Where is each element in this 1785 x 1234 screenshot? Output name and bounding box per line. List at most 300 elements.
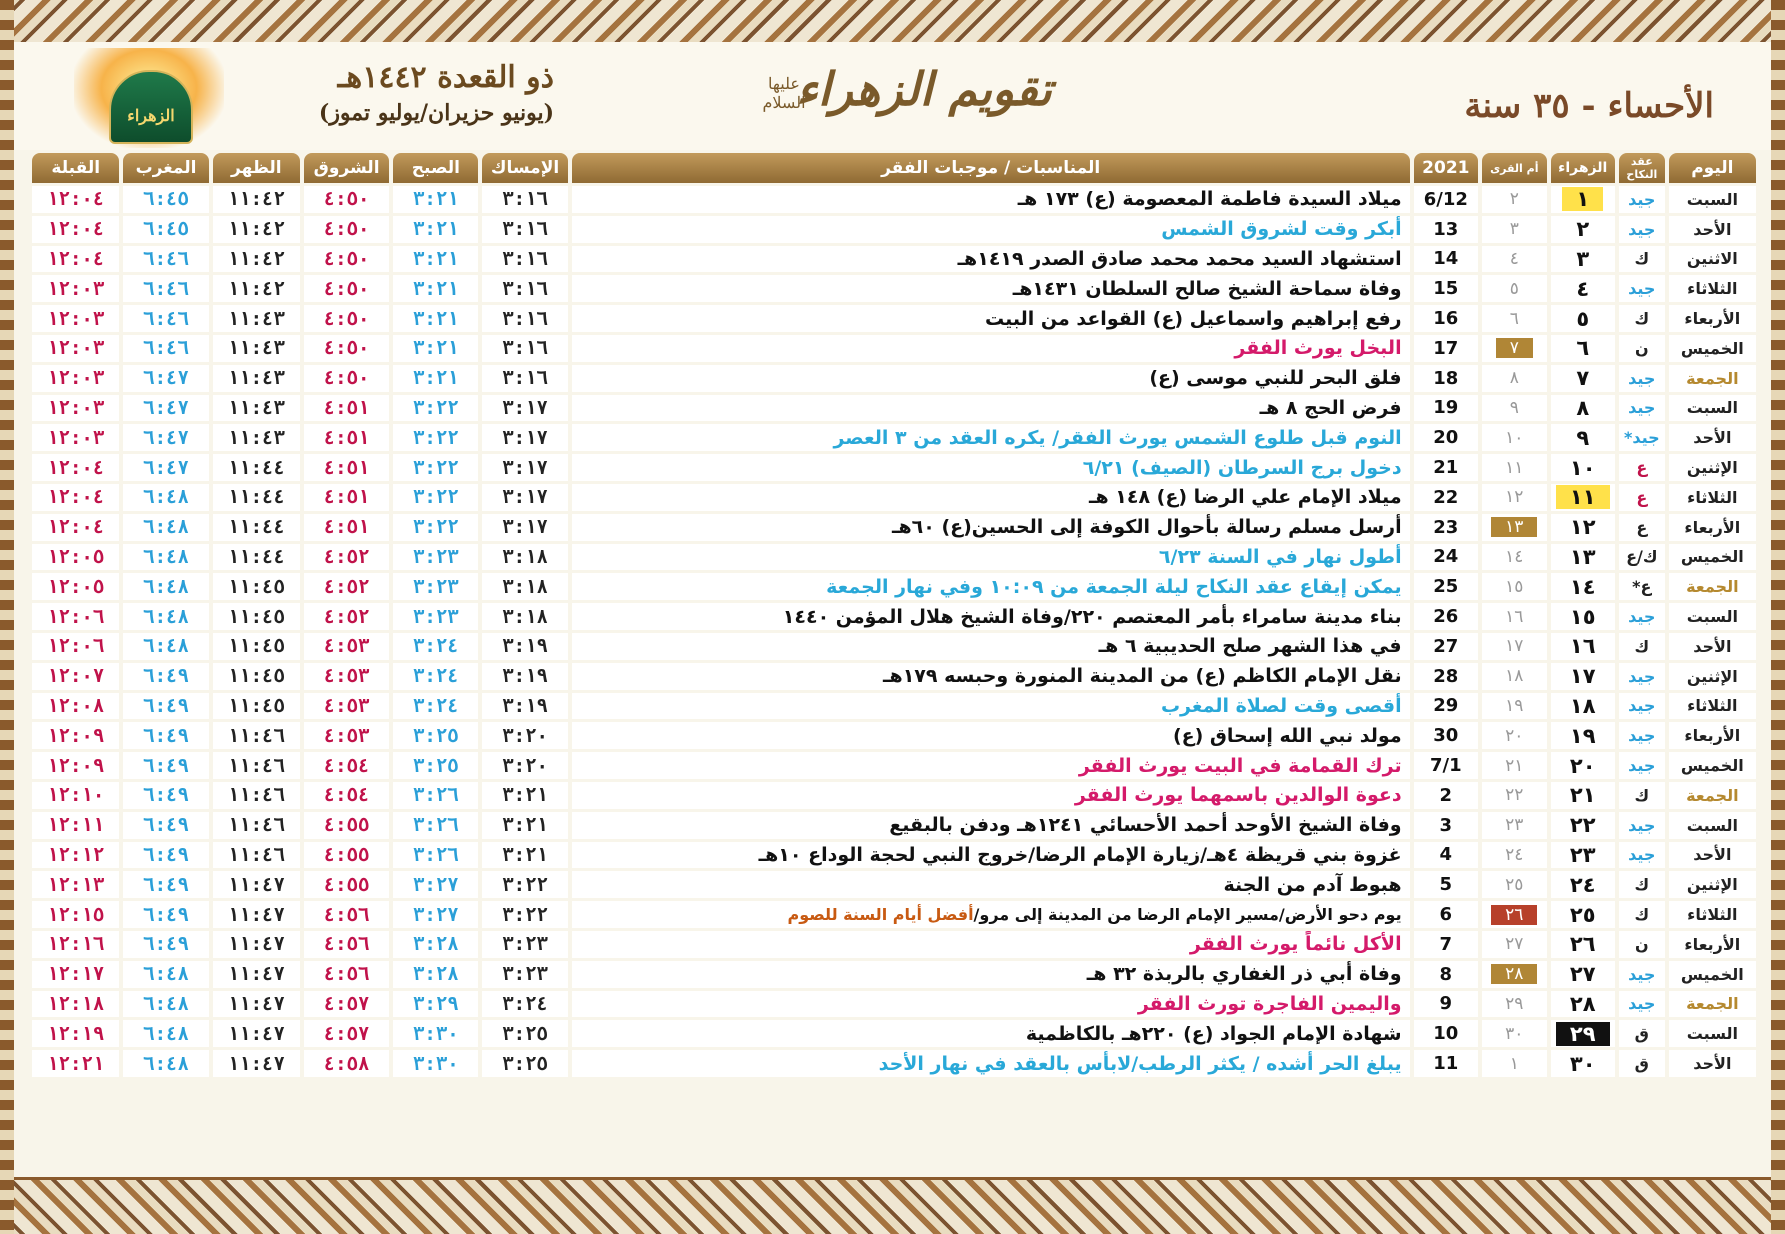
cell-zuhr: ١١:٤٢ bbox=[213, 186, 300, 213]
table-row bbox=[32, 246, 1756, 273]
col-subh: الصبح bbox=[393, 153, 478, 183]
table-header-row bbox=[32, 153, 1756, 183]
cell-maghrib: ٦:٤٩ bbox=[123, 871, 208, 898]
cell-g: 29 bbox=[1414, 693, 1478, 720]
cell-imsak: ٣:٢٣ bbox=[482, 931, 567, 958]
cell-zuhr: ١١:٤٧ bbox=[213, 901, 300, 928]
cell-subh: ٣:٣٠ bbox=[393, 1020, 478, 1047]
cell-day: الأربعاء bbox=[1669, 722, 1756, 749]
cell-imsak: ٣:١٧ bbox=[482, 484, 567, 511]
cell-event: وفاة أبي ذر الغفاري بالربذة ٣٢ هـ bbox=[572, 961, 1410, 988]
cell-event: أرسل مسلم رسالة بأحوال الكوفة إلى الحسين(ع) ٦٠هـ bbox=[572, 514, 1410, 541]
cell-g: 7 bbox=[1414, 931, 1478, 958]
cell-qura bbox=[1482, 335, 1546, 362]
cell-day: الأحد bbox=[1669, 216, 1756, 243]
cell-qura: ١٩ bbox=[1482, 693, 1546, 720]
cell-maghrib: ٦:٤٩ bbox=[123, 812, 208, 839]
cell-maghrib: ٦:٤٦ bbox=[123, 305, 208, 332]
cell-aqd: جيد bbox=[1619, 275, 1665, 302]
cell-qibla: ١٢:٠٩ bbox=[32, 752, 119, 779]
cell-maghrib: ٦:٤٩ bbox=[123, 842, 208, 869]
cell-zahra: ٩ bbox=[1551, 424, 1615, 451]
cell-maghrib: ٦:٤٩ bbox=[123, 782, 208, 809]
cell-g: 30 bbox=[1414, 722, 1478, 749]
cell-zahra: ٧ bbox=[1551, 365, 1615, 392]
cell-subh: ٣:٣٠ bbox=[393, 1050, 478, 1077]
cell-zahra bbox=[1551, 484, 1615, 511]
cell-zahra: ٢٤ bbox=[1551, 871, 1615, 898]
cell-event: أقصى وقت لصلاة المغرب bbox=[572, 693, 1410, 720]
cell-g: 21 bbox=[1414, 454, 1478, 481]
calendar-title-honorific: عليها السلام bbox=[762, 74, 806, 112]
table-row bbox=[32, 1020, 1756, 1047]
cell-zuhr: ١١:٤٧ bbox=[213, 961, 300, 988]
cell-imsak: ٣:١٨ bbox=[482, 544, 567, 571]
cell-qura: ١٦ bbox=[1482, 603, 1546, 630]
cell-g: 7/1 bbox=[1414, 752, 1478, 779]
cell-aqd: ك bbox=[1619, 633, 1665, 660]
cell-qibla: ١٢:٠٥ bbox=[32, 573, 119, 600]
cell-qibla: ١٢:٢١ bbox=[32, 1050, 119, 1077]
cell-qibla: ١٢:١٠ bbox=[32, 782, 119, 809]
cell-aqd: جيد bbox=[1619, 842, 1665, 869]
cell-maghrib: ٦:٤٧ bbox=[123, 395, 208, 422]
cell-shuruq: ٤:٥٠ bbox=[304, 186, 389, 213]
cell-zahra: ٢٣ bbox=[1551, 842, 1615, 869]
cell-shuruq: ٤:٥١ bbox=[304, 424, 389, 451]
cell-maghrib: ٦:٤٧ bbox=[123, 424, 208, 451]
cell-shuruq: ٤:٥٣ bbox=[304, 663, 389, 690]
cell-subh: ٣:٢٢ bbox=[393, 424, 478, 451]
cell-zuhr: ١١:٤٦ bbox=[213, 722, 300, 749]
cell-shuruq: ٤:٥٢ bbox=[304, 603, 389, 630]
cell-zuhr: ١١:٤٦ bbox=[213, 752, 300, 779]
cell-subh: ٣:٢٥ bbox=[393, 752, 478, 779]
cell-zahra: ١٥ bbox=[1551, 603, 1615, 630]
cell-day: السبت bbox=[1669, 603, 1756, 630]
table-row bbox=[32, 186, 1756, 213]
table-row bbox=[32, 216, 1756, 243]
cell-event: رفع إبراهيم واسماعيل (ع) القواعد من البيت bbox=[572, 305, 1410, 332]
cell-g: 24 bbox=[1414, 544, 1478, 571]
cell-maghrib: ٦:٤٩ bbox=[123, 931, 208, 958]
cell-zahra: ٥ bbox=[1551, 305, 1615, 332]
cell-qibla: ١٢:١٥ bbox=[32, 901, 119, 928]
cell-qura: ٢٣ bbox=[1482, 812, 1546, 839]
cell-qibla: ١٢:٠٣ bbox=[32, 305, 119, 332]
cell-zuhr: ١١:٤٦ bbox=[213, 782, 300, 809]
table-row bbox=[32, 484, 1756, 511]
cell-subh: ٣:٢٢ bbox=[393, 395, 478, 422]
cell-imsak: ٣:٢٠ bbox=[482, 722, 567, 749]
cell-subh: ٣:٢٩ bbox=[393, 991, 478, 1018]
cell-day: السبت bbox=[1669, 395, 1756, 422]
calendar-table bbox=[28, 150, 1760, 1080]
table-row bbox=[32, 305, 1756, 332]
cell-g: 16 bbox=[1414, 305, 1478, 332]
cell-imsak: ٣:١٧ bbox=[482, 424, 567, 451]
cell-zuhr: ١١:٤٤ bbox=[213, 544, 300, 571]
cell-qura bbox=[1482, 961, 1546, 988]
decorative-border-bottom bbox=[0, 1177, 1785, 1234]
cell-qura: ١١ bbox=[1482, 454, 1546, 481]
cell-imsak: ٣:١٩ bbox=[482, 663, 567, 690]
cell-zahra: ٣٠ bbox=[1551, 1050, 1615, 1077]
cell-aqd: جيد* bbox=[1619, 424, 1665, 451]
cell-g: 6 bbox=[1414, 901, 1478, 928]
cell-subh: ٣:٢٣ bbox=[393, 573, 478, 600]
cell-shuruq: ٤:٥٢ bbox=[304, 573, 389, 600]
cell-g: 20 bbox=[1414, 424, 1478, 451]
cell-subh: ٣:٢٧ bbox=[393, 871, 478, 898]
cell-subh: ٣:٢٤ bbox=[393, 633, 478, 660]
table-row bbox=[32, 544, 1756, 571]
cell-g: 13 bbox=[1414, 216, 1478, 243]
highlight-badge: ٢٦ bbox=[1491, 905, 1537, 925]
cell-zahra: ٢١ bbox=[1551, 782, 1615, 809]
cell-imsak: ٣:١٨ bbox=[482, 603, 567, 630]
cell-day: الأحد bbox=[1669, 842, 1756, 869]
cell-imsak: ٣:١٦ bbox=[482, 335, 567, 362]
cell-imsak: ٣:٢٣ bbox=[482, 961, 567, 988]
cell-aqd: ع bbox=[1619, 454, 1665, 481]
cell-aqd: ك/ع bbox=[1619, 544, 1665, 571]
cell-maghrib: ٦:٤٨ bbox=[123, 961, 208, 988]
cell-shuruq: ٤:٥١ bbox=[304, 454, 389, 481]
cell-zahra: ١٩ bbox=[1551, 722, 1615, 749]
col-zahra: الزهراء bbox=[1551, 153, 1615, 183]
cell-subh: ٣:٢٦ bbox=[393, 812, 478, 839]
table-row bbox=[32, 603, 1756, 630]
cell-event: فرض الحج ٨ هـ bbox=[572, 395, 1410, 422]
cell-subh: ٣:٢٤ bbox=[393, 663, 478, 690]
cell-event: مولد نبي الله إسحاق (ع) bbox=[572, 722, 1410, 749]
cell-zuhr: ١١:٤٤ bbox=[213, 454, 300, 481]
cell-aqd: جيد bbox=[1619, 752, 1665, 779]
cell-qibla: ١٢:١٧ bbox=[32, 961, 119, 988]
cell-qibla: ١٢:١١ bbox=[32, 812, 119, 839]
cell-zuhr: ١١:٤٧ bbox=[213, 871, 300, 898]
cell-g: 15 bbox=[1414, 275, 1478, 302]
cell-qura: ٢ bbox=[1482, 186, 1546, 213]
col-year: 2021 bbox=[1414, 153, 1478, 183]
cell-qibla: ١٢:٠٤ bbox=[32, 246, 119, 273]
highlight-badge: ١٣ bbox=[1491, 517, 1537, 537]
cell-aqd: ن bbox=[1619, 335, 1665, 362]
cell-day: الخميس bbox=[1669, 752, 1756, 779]
cell-qibla: ١٢:٠٣ bbox=[32, 424, 119, 451]
cell-shuruq: ٤:٥٣ bbox=[304, 722, 389, 749]
highlight-badge: ٧ bbox=[1496, 338, 1533, 358]
cell-g: 8 bbox=[1414, 961, 1478, 988]
cell-subh: ٣:٢١ bbox=[393, 335, 478, 362]
cell-day: الثلاثاء bbox=[1669, 275, 1756, 302]
gregorian-months: (يونيو حزيران/يوليو تموز) bbox=[318, 100, 554, 126]
cell-imsak: ٣:١٧ bbox=[482, 454, 567, 481]
cell-zahra: ٣ bbox=[1551, 246, 1615, 273]
cell-g: 27 bbox=[1414, 633, 1478, 660]
cell-zahra: ١٨ bbox=[1551, 693, 1615, 720]
cell-qura: ٨ bbox=[1482, 365, 1546, 392]
cell-zuhr: ١١:٤٢ bbox=[213, 216, 300, 243]
cell-g: 25 bbox=[1414, 573, 1478, 600]
cell-qura: ١٥ bbox=[1482, 573, 1546, 600]
cell-qibla: ١٢:٠٦ bbox=[32, 603, 119, 630]
cell-g: 22 bbox=[1414, 484, 1478, 511]
cell-day: الجمعة bbox=[1669, 573, 1756, 600]
table-row bbox=[32, 424, 1756, 451]
cell-qura: ١٢ bbox=[1482, 484, 1546, 511]
cell-zahra: ١٠ bbox=[1551, 454, 1615, 481]
event-text: يوم دحو الأرض/مسير الإمام الرضا من المدينة إلى مرو/ bbox=[973, 905, 1402, 925]
cell-day: الإثنين bbox=[1669, 454, 1756, 481]
cell-zahra: ٦ bbox=[1551, 335, 1615, 362]
cell-subh: ٣:٢٢ bbox=[393, 454, 478, 481]
cell-subh: ٣:٢٧ bbox=[393, 901, 478, 928]
cell-qibla: ١٢:١٦ bbox=[32, 931, 119, 958]
cell-qibla: ١٢:١٨ bbox=[32, 991, 119, 1018]
cell-aqd: جيد bbox=[1619, 722, 1665, 749]
cell-maghrib: ٦:٤٥ bbox=[123, 186, 208, 213]
cell-subh: ٣:٢٦ bbox=[393, 782, 478, 809]
zahra-logo bbox=[74, 48, 224, 148]
cell-g: 18 bbox=[1414, 365, 1478, 392]
cell-aqd: جيد bbox=[1619, 991, 1665, 1018]
cell-zahra: ٢٨ bbox=[1551, 991, 1615, 1018]
cell-zuhr: ١١:٤٢ bbox=[213, 246, 300, 273]
cell-zahra: ١٧ bbox=[1551, 663, 1615, 690]
cell-event: دعوة الوالدين باسمهما يورث الفقر bbox=[572, 782, 1410, 809]
cell-event: الأكل نائماً يورث الفقر bbox=[572, 931, 1410, 958]
cell-qibla: ١٢:١٢ bbox=[32, 842, 119, 869]
cell-event: النوم قبل طلوع الشمس يورث الفقر/ يكره العقد من ٣ العصر bbox=[572, 424, 1410, 451]
cell-imsak: ٣:٢٠ bbox=[482, 752, 567, 779]
cell-maghrib: ٦:٤٨ bbox=[123, 484, 208, 511]
cell-shuruq: ٤:٥٠ bbox=[304, 275, 389, 302]
cell-shuruq: ٤:٥٦ bbox=[304, 961, 389, 988]
cell-shuruq: ٤:٥٧ bbox=[304, 1020, 389, 1047]
cell-subh: ٣:٢٢ bbox=[393, 514, 478, 541]
table-row bbox=[32, 1050, 1756, 1077]
cell-g: 2 bbox=[1414, 782, 1478, 809]
cell-g: 17 bbox=[1414, 335, 1478, 362]
cell-subh: ٣:٢٥ bbox=[393, 722, 478, 749]
col-aqd: عقد النكاح bbox=[1619, 153, 1665, 183]
cell-qibla: ١٢:٠٣ bbox=[32, 335, 119, 362]
cell-shuruq: ٤:٥١ bbox=[304, 395, 389, 422]
cell-g: 19 bbox=[1414, 395, 1478, 422]
table-row bbox=[32, 961, 1756, 988]
cell-zahra: ٢٧ bbox=[1551, 961, 1615, 988]
cell-imsak: ٣:١٦ bbox=[482, 246, 567, 273]
cell-event bbox=[572, 901, 1410, 928]
cell-aqd: جيد bbox=[1619, 663, 1665, 690]
cell-day: الأربعاء bbox=[1669, 514, 1756, 541]
table-row bbox=[32, 365, 1756, 392]
cell-shuruq: ٤:٥٥ bbox=[304, 842, 389, 869]
cell-subh: ٣:٢٣ bbox=[393, 603, 478, 630]
logo-text: الزهراء bbox=[127, 106, 175, 125]
cell-aqd: جيد bbox=[1619, 603, 1665, 630]
cell-day: الجمعة bbox=[1669, 782, 1756, 809]
cell-aqd: ع bbox=[1619, 484, 1665, 511]
cell-subh: ٣:٢١ bbox=[393, 246, 478, 273]
cell-day: الأربعاء bbox=[1669, 305, 1756, 332]
cell-aqd: جيد bbox=[1619, 365, 1665, 392]
cell-imsak: ٣:١٧ bbox=[482, 514, 567, 541]
cell-event: ترك القمامة في البيت يورث الفقر bbox=[572, 752, 1410, 779]
cell-imsak: ٣:٢١ bbox=[482, 842, 567, 869]
cell-aqd: ك bbox=[1619, 901, 1665, 928]
cell-zahra: ١٢ bbox=[1551, 514, 1615, 541]
cell-shuruq: ٤:٥٧ bbox=[304, 991, 389, 1018]
cell-qibla: ١٢:٠٦ bbox=[32, 633, 119, 660]
col-shuruq: الشروق bbox=[304, 153, 389, 183]
table-row bbox=[32, 782, 1756, 809]
decorative-border-left bbox=[0, 0, 14, 1234]
col-events: المناسبات / موجبات الفقر bbox=[572, 153, 1410, 183]
cell-zuhr: ١١:٤٧ bbox=[213, 931, 300, 958]
table-row bbox=[32, 514, 1756, 541]
cell-event: ميلاد السيدة فاطمة المعصومة (ع) ١٧٣ هـ bbox=[572, 186, 1410, 213]
cell-shuruq: ٤:٥١ bbox=[304, 514, 389, 541]
cell-qura: ٢٩ bbox=[1482, 991, 1546, 1018]
cell-day: الإثنين bbox=[1669, 871, 1756, 898]
cell-qibla: ١٢:٠٧ bbox=[32, 663, 119, 690]
cell-zahra: ٢٢ bbox=[1551, 812, 1615, 839]
cell-event: واليمين الفاجرة تورث الفقر bbox=[572, 991, 1410, 1018]
cell-zuhr: ١١:٤٤ bbox=[213, 514, 300, 541]
cell-aqd: ك bbox=[1619, 246, 1665, 273]
cell-qura: ١ bbox=[1482, 1050, 1546, 1077]
cell-aqd: ع* bbox=[1619, 573, 1665, 600]
cell-zahra: ١٤ bbox=[1551, 573, 1615, 600]
cell-zahra bbox=[1551, 1020, 1615, 1047]
cell-subh: ٣:٢٦ bbox=[393, 842, 478, 869]
cell-day: الثلاثاء bbox=[1669, 901, 1756, 928]
cell-day: الثلاثاء bbox=[1669, 693, 1756, 720]
cell-aqd: جيد bbox=[1619, 693, 1665, 720]
col-imsak: الإمساك bbox=[482, 153, 567, 183]
table-row bbox=[32, 722, 1756, 749]
cell-qura bbox=[1482, 514, 1546, 541]
cell-aqd: ك bbox=[1619, 782, 1665, 809]
cell-event: دخول برج السرطان (الصيف) ٦/٢١ bbox=[572, 454, 1410, 481]
cell-event: بناء مدينة سامراء بأمر المعتصم ٢٢٠/وفاة الشيخ هلال المؤمن ١٤٤٠ bbox=[572, 603, 1410, 630]
cell-imsak: ٣:٢٢ bbox=[482, 901, 567, 928]
highlight-badge: ١١ bbox=[1556, 485, 1610, 509]
cell-maghrib: ٦:٤٩ bbox=[123, 722, 208, 749]
cell-maghrib: ٦:٤٨ bbox=[123, 991, 208, 1018]
cell-qibla: ١٢:٠٤ bbox=[32, 484, 119, 511]
cell-aqd: جيد bbox=[1619, 812, 1665, 839]
cell-qura bbox=[1482, 901, 1546, 928]
cell-subh: ٣:٢٨ bbox=[393, 931, 478, 958]
table-row bbox=[32, 633, 1756, 660]
table-row bbox=[32, 931, 1756, 958]
cell-qibla: ١٢:٠٤ bbox=[32, 186, 119, 213]
cell-event: فلق البحر للنبي موسى (ع) bbox=[572, 365, 1410, 392]
cell-imsak: ٣:٢١ bbox=[482, 782, 567, 809]
cell-shuruq: ٤:٥٠ bbox=[304, 216, 389, 243]
cell-shuruq: ٤:٥٥ bbox=[304, 812, 389, 839]
cell-qura: ٢٧ bbox=[1482, 931, 1546, 958]
cell-maghrib: ٦:٤٦ bbox=[123, 246, 208, 273]
cell-g: 5 bbox=[1414, 871, 1478, 898]
cell-aqd: ك bbox=[1619, 305, 1665, 332]
cell-subh: ٣:٢١ bbox=[393, 365, 478, 392]
cell-zuhr: ١١:٤٥ bbox=[213, 633, 300, 660]
cell-qibla: ١٢:٠٨ bbox=[32, 693, 119, 720]
cell-event: وفاة سماحة الشيخ صالح السلطان ١٤٣١هـ bbox=[572, 275, 1410, 302]
cell-zahra: ٢٥ bbox=[1551, 901, 1615, 928]
cell-g: 10 bbox=[1414, 1020, 1478, 1047]
cell-zuhr: ١١:٤٢ bbox=[213, 275, 300, 302]
cell-qura: ٥ bbox=[1482, 275, 1546, 302]
cell-maghrib: ٦:٤٦ bbox=[123, 275, 208, 302]
hijri-month-title: ذو القعدة ١٤٤٢هـ bbox=[337, 60, 554, 95]
cell-maghrib: ٦:٤٩ bbox=[123, 752, 208, 779]
cell-zuhr: ١١:٤٦ bbox=[213, 812, 300, 839]
cell-aqd: ق bbox=[1619, 1050, 1665, 1077]
table-row bbox=[32, 573, 1756, 600]
cell-maghrib: ٦:٤٨ bbox=[123, 514, 208, 541]
cell-qibla: ١٢:٠٣ bbox=[32, 365, 119, 392]
cell-shuruq: ٤:٥٤ bbox=[304, 782, 389, 809]
cell-imsak: ٣:١٦ bbox=[482, 216, 567, 243]
cell-qibla: ١٢:١٩ bbox=[32, 1020, 119, 1047]
table-body bbox=[32, 186, 1756, 1077]
cell-zuhr: ١١:٤٦ bbox=[213, 842, 300, 869]
cell-qura: ٢٠ bbox=[1482, 722, 1546, 749]
cell-day: الجمعة bbox=[1669, 365, 1756, 392]
cell-zahra bbox=[1551, 186, 1615, 213]
cell-qura: ٣ bbox=[1482, 216, 1546, 243]
cell-zahra: ٢ bbox=[1551, 216, 1615, 243]
cell-day: الاثنين bbox=[1669, 246, 1756, 273]
cell-qura: ١٧ bbox=[1482, 633, 1546, 660]
cell-maghrib: ٦:٤٦ bbox=[123, 335, 208, 362]
cell-shuruq: ٤:٥٦ bbox=[304, 901, 389, 928]
cell-shuruq: ٤:٥٥ bbox=[304, 871, 389, 898]
cell-imsak: ٣:١٩ bbox=[482, 633, 567, 660]
cell-imsak: ٣:٢٥ bbox=[482, 1050, 567, 1077]
cell-imsak: ٣:٢٢ bbox=[482, 871, 567, 898]
event-extra-text: أفضل أيام السنة للصوم bbox=[787, 905, 974, 925]
cell-subh: ٣:٢١ bbox=[393, 186, 478, 213]
cell-shuruq: ٤:٥٦ bbox=[304, 931, 389, 958]
cell-qibla: ١٢:٠٩ bbox=[32, 722, 119, 749]
table-row bbox=[32, 395, 1756, 422]
cell-day: الأحد bbox=[1669, 633, 1756, 660]
cell-event: أبكر وقت لشروق الشمس bbox=[572, 216, 1410, 243]
cell-qura: ٢٢ bbox=[1482, 782, 1546, 809]
table-row bbox=[32, 871, 1756, 898]
cell-subh: ٣:٢٢ bbox=[393, 484, 478, 511]
cell-qibla: ١٢:٠٤ bbox=[32, 216, 119, 243]
table-row bbox=[32, 663, 1756, 690]
cell-event: استشهاد السيد محمد محمد صادق الصدر ١٤١٩هـ bbox=[572, 246, 1410, 273]
cell-day: الأحد bbox=[1669, 1050, 1756, 1077]
decorative-border-top bbox=[0, 0, 1785, 45]
col-qibla: القبلة bbox=[32, 153, 119, 183]
cell-event: وفاة الشيخ الأوحد أحمد الأحسائي ١٢٤١هـ ودفن بالبقيع bbox=[572, 812, 1410, 839]
col-maghrib: المغرب bbox=[123, 153, 208, 183]
table-row bbox=[32, 991, 1756, 1018]
cell-qura: ٢١ bbox=[1482, 752, 1546, 779]
cell-imsak: ٣:٢١ bbox=[482, 812, 567, 839]
cell-qura: ٤ bbox=[1482, 246, 1546, 273]
